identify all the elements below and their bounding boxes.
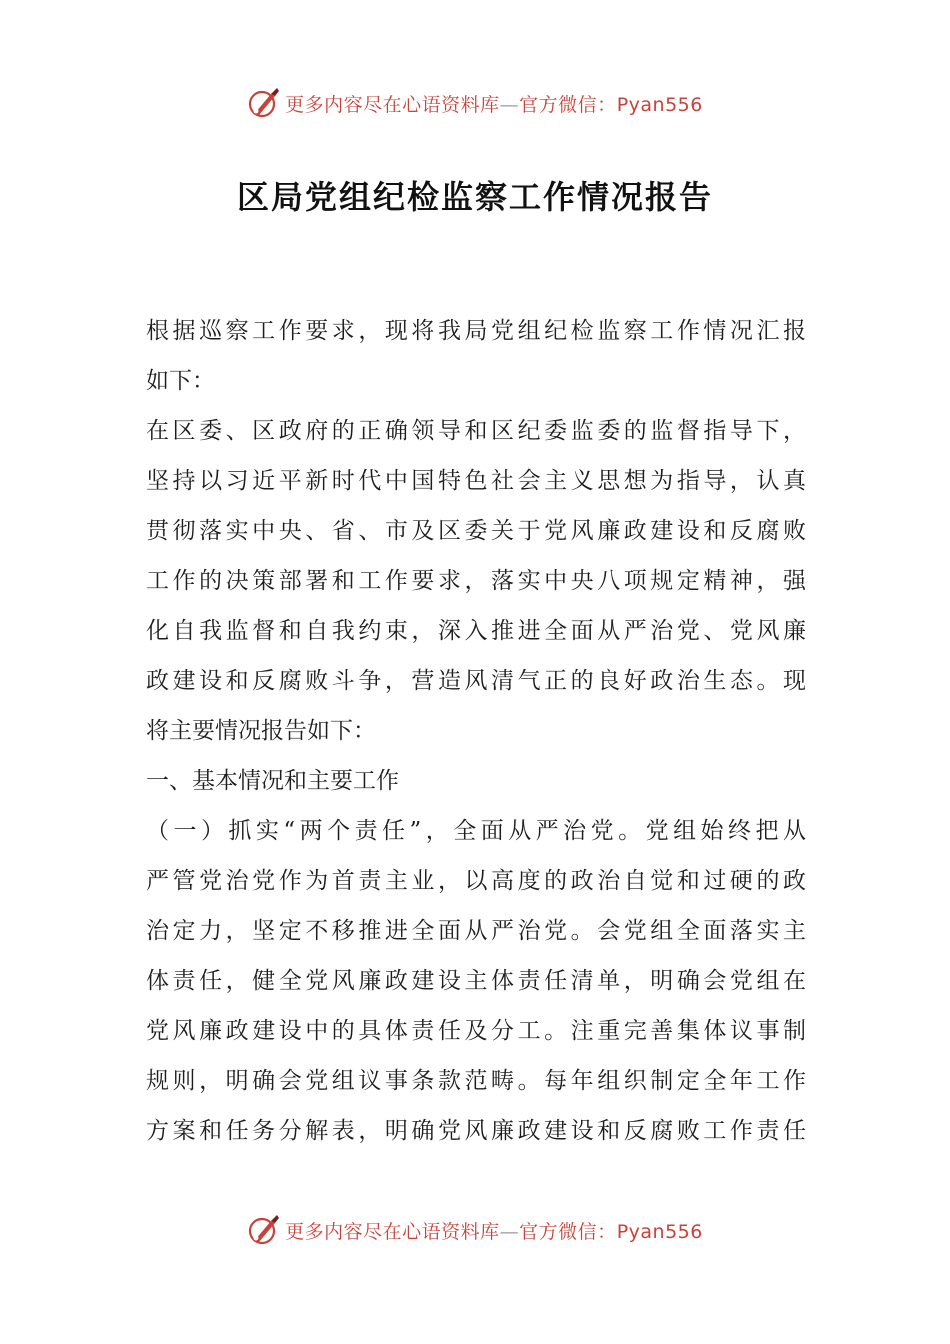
body-text-line: 规则，明确会党组议事条款范畴。每年组织制定全年工作: [146, 1068, 806, 1094]
body-text-line: 严管党治党作为首责主业，以高度的政治自觉和过硬的政: [146, 868, 806, 894]
body-text-line: 政建设和反腐败斗争，营造风清气正的良好政治生态。现: [146, 668, 806, 694]
body-text-line: 党风廉政建设中的具体责任及分工。注重完善集体议事制: [146, 1018, 806, 1044]
body-text-line: 工作的决策部署和工作要求，落实中央八项规定精神，强: [146, 568, 806, 594]
body-text-line: 治定力，坚定不移推进全面从严治党。会党组全面落实主: [146, 918, 806, 944]
watermark-text: 更多内容尽在心语资料库—官方微信：Pyan556: [285, 93, 703, 116]
body-text-line: 根据巡察工作要求，现将我局党组纪检监察工作情况汇报: [146, 318, 806, 344]
body-text-line: （一）抓实“两个责任”，全面从严治党。党组始终把从: [146, 818, 806, 844]
body-text-line: 一、基本情况和主要工作: [146, 768, 399, 794]
body-text-line: 方案和任务分解表，明确党风廉政建设和反腐败工作责任: [146, 1118, 806, 1144]
watermark-text: 更多内容尽在心语资料库—官方微信：Pyan556: [285, 1220, 703, 1243]
body-text-line: 贯彻落实中央、省、市及区委关于党风廉政建设和反腐败: [146, 518, 806, 544]
body-text-line: 体责任，健全党风廉政建设主体责任清单，明确会党组在: [146, 968, 806, 994]
document-body: [146, 306, 806, 1156]
footer-watermark-banner: [0, 1210, 950, 1250]
body-text-line: 坚持以习近平新时代中国特色社会主义思想为指导，认真: [146, 468, 806, 494]
header-watermark-banner: [0, 83, 950, 123]
body-text-line: 将主要情况报告如下：: [146, 718, 376, 744]
body-text-line: 在区委、区政府的正确领导和区纪委监委的监督指导下，: [146, 418, 806, 444]
document-title: 区局党组纪检监察工作情况报告: [236, 178, 713, 216]
body-text-line: 化自我监督和自我约束，深入推进全面从严治党、党风廉: [146, 618, 806, 644]
pen-logo-icon: [247, 86, 281, 120]
pen-logo-icon: [247, 1213, 281, 1247]
body-text-line: 如下：: [146, 368, 215, 394]
